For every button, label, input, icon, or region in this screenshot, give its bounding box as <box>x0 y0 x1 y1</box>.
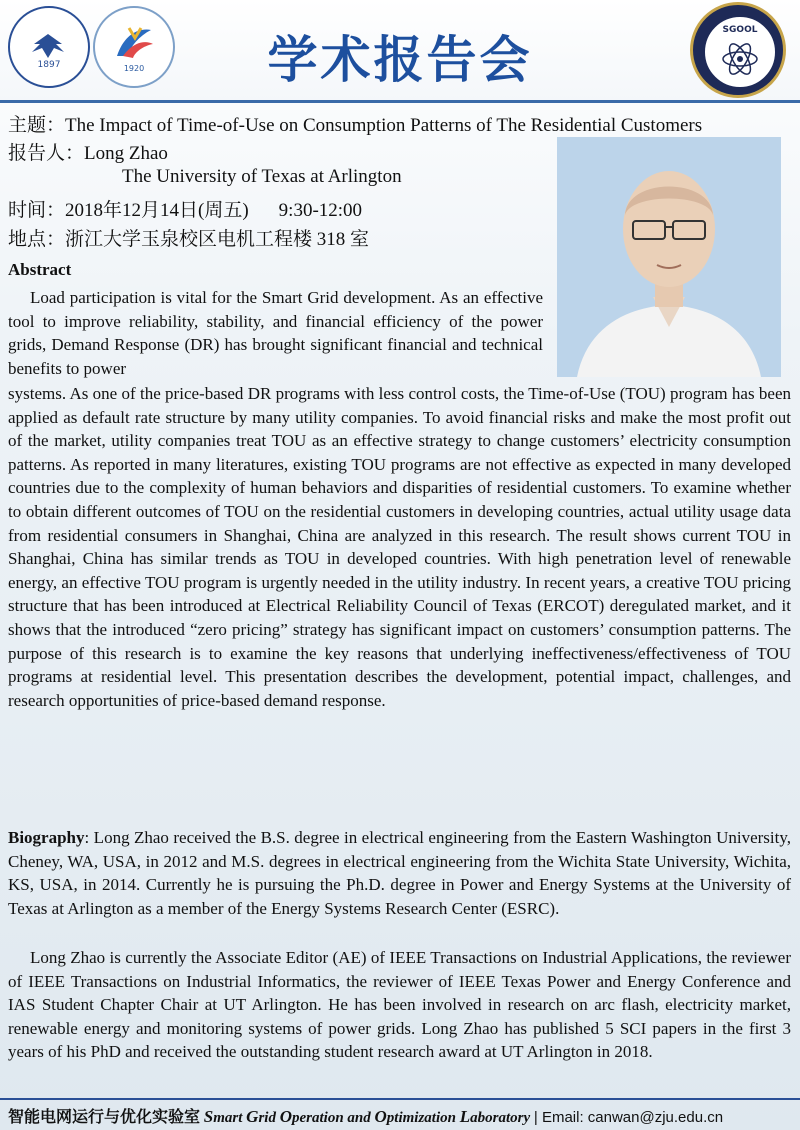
lab-name-cn: 智能电网运行与优化实验室 <box>8 1107 201 1126</box>
lab-en-initial-o2: O <box>374 1107 387 1126</box>
speaker-label: 报告人： <box>8 143 85 164</box>
atom-icon <box>720 39 760 79</box>
location-label: 地点： <box>8 229 66 250</box>
contact-email[interactable]: | Email: canwan@zju.edu.cn <box>533 1109 724 1126</box>
speaker-name: Long Zhao <box>84 143 168 164</box>
sgool-logo-inner <box>703 15 777 89</box>
abstract-text-wide: systems. As one of the price-based DR programs with less control costs, the Time-of-Use (TOU) program has been applied as default rate structure by many utility companies. To avoid financial risks and make the most profit out of the market, utility companies treat TOU as an effective strategy to change customers’ electricity consumption patterns. As reported in many literatures, existing TOU programs are not effective as expected in many developed countries due to the complexity of human behaviors and disparities of residential customers. To examine whether to obtain different outcomes of TOU on the residential customers in developing countries, actual utility usage data from residential consumers in Shanghai, China are analyzed in this research. The result shows current TOU in Shanghai, China has similar trends as TOU in developed countries. With high penetration level of renewable energy, an effective TOU program is urgently needed in the utility industry. In recent years, a creative TOU pricing structure that has been introduced at Electrical Reliability Council of Texas (ERCOT) deregulated market, and it shows that the introduced “zero pricing” strategy has significant impact on customers’ consumption patterns. The purpose of this research is to examine the key reasons that underlying ineffectiveness/effectiveness of TOU programs at residential level. This presentation describes the development, potential impact, challenges, and research opportunities of price-based demand response. <box>8 384 791 710</box>
lab-en-initial-s: S <box>203 1107 214 1126</box>
header-divider <box>0 100 800 103</box>
biography-heading: Biography <box>8 828 85 847</box>
lab-en-initial-o: O <box>279 1107 292 1126</box>
speaker-line <box>8 138 168 165</box>
zju-logo-year: 1897 <box>37 60 61 70</box>
abstract-text-narrow: Load participation is vital for the Smart Grid development. As an effective tool to improve reliability, stability, and financial efficiency of the power grids, Demand Response (DR) has brought significant financial and technical benefits to power <box>8 288 543 378</box>
location-text: 浙江大学玉泉校区电机工程楼 318 室 <box>65 229 370 250</box>
time-label: 时间： <box>8 200 66 221</box>
topic-label: 主题： <box>8 115 66 136</box>
event-hours: 9:30-12:00 <box>278 200 363 221</box>
sgool-logo <box>690 2 786 98</box>
college-logo-year: 1920 <box>123 64 145 73</box>
abstract-heading: Abstract <box>8 260 72 279</box>
lab-en-part-1: mart <box>213 1110 247 1126</box>
speaker-photo <box>557 137 781 377</box>
lab-en-part-5: aboratory <box>470 1110 531 1126</box>
page-title: 学术报告会 <box>267 31 533 89</box>
biography-paragraph-2: Long Zhao is currently the Associate Editor (AE) of IEEE Transactions on Industrial Applications, the reviewer of IEEE Transactions on Industrial Informatics, the reviewer of IEEE Texas Power and Energy Conference and IAS Student Chapter Chair at UT Arlington. He has been involved in research on arc flash, electricity market, renewable energy and monitoring systems of power grids. Long Zhao has published 5 SCI papers in the first 3 years of his PhD and received the outstanding student research award at UT Arlington in 2018. <box>8 948 791 1062</box>
footer-divider <box>0 1098 800 1100</box>
location-line <box>8 224 369 251</box>
lab-en-initial-g: G <box>246 1107 259 1126</box>
speaker-portrait-icon <box>557 137 781 377</box>
lab-en-part-4: ptimization <box>386 1110 460 1126</box>
footer <box>8 1104 723 1127</box>
lab-en-part-3: peration and <box>292 1110 375 1126</box>
time-line <box>8 195 362 222</box>
event-date: 2018年12月14日(周五) <box>65 200 249 221</box>
lab-en-initial-l: L <box>459 1107 471 1126</box>
biography-paragraph-1 <box>8 826 791 920</box>
lab-name-en <box>203 1107 531 1126</box>
sgool-logo-text: SGOOL <box>722 25 758 35</box>
topic-text: The Impact of Time-of-Use on Consumption Patterns of The Residential Customers <box>65 115 703 136</box>
topic-line <box>8 110 702 137</box>
speaker-affiliation: The University of Texas at Arlington <box>122 166 402 187</box>
biography-text-1: : Long Zhao received the B.S. degree in electrical engineering from the Eastern Washington University, Cheney, WA, USA, in 2012 and M.S. degrees in electrical engineering from the Wichita State University, Wichita, KS, USA, in 2014. Currently he is pursuing the Ph.D. degree in Power and Energy Systems at the University of Texas at Arlington as a member of the Energy Systems Research Center (ESRC). <box>8 828 791 918</box>
lab-en-part-2: rid <box>258 1110 280 1126</box>
